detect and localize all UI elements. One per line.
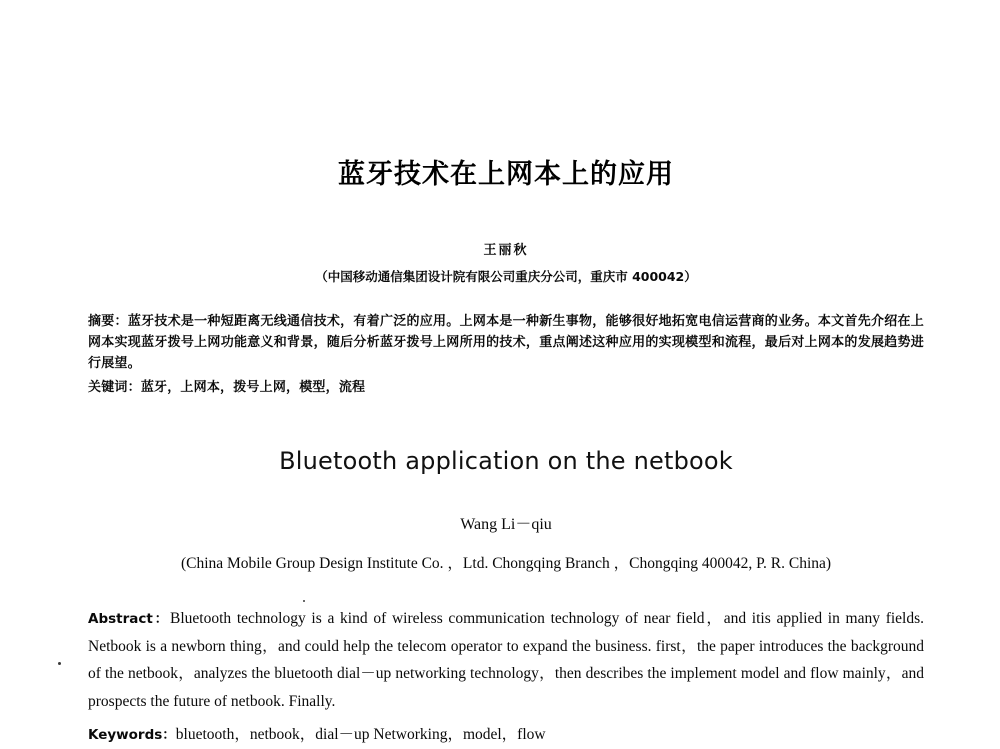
abstract-label-english: Abstract： <box>88 610 170 627</box>
keywords-english <box>88 722 924 748</box>
keywords-label-chinese: 关键词： <box>88 380 141 396</box>
affiliation-english: (China Mobile Group Design Institute Co. ，Ltd. Chongqing Branch ，Chongqing 400042, P. R. China) <box>180 554 832 572</box>
author-chinese: 王丽秋 <box>483 243 529 258</box>
keywords-label-english: Keywords： <box>88 727 176 744</box>
paper-content <box>88 0 924 749</box>
page-title-english: Bluetooth application on the netbook <box>279 446 733 475</box>
author-english: Wang Li－qiu <box>460 515 552 533</box>
abstract-chinese <box>88 311 924 374</box>
keywords-body-english: bluetooth，netbook，dial－up Networking，model，flow <box>175 726 546 744</box>
abstract-label-chinese: 摘要： <box>88 314 128 329</box>
page-title-chinese: 蓝牙技术在上网本上的应用 <box>338 159 674 190</box>
affiliation-chinese: （中国移动通信集团设计院有限公司重庆分公司，重庆市 400042） <box>315 269 697 284</box>
keywords-body-chinese: 蓝牙，上网本，拨号上网，模型，流程 <box>140 380 366 396</box>
keywords-chinese <box>88 378 924 399</box>
abstract-english <box>88 605 924 715</box>
scan-speckle <box>58 662 61 665</box>
abstract-body-english: Bluetooth technology is a kind of wireless communication technology of near field，and itis applied in many fields. Netbook is a newborn thing，and could help the telecom operator to expand the business. first，the paper introduces the background of the netbook，analyzes the bluetooth dial－up networking technology，then describes the implement model and flow mainly，and prospects the future of netbook. Finally. <box>88 609 924 710</box>
abstract-body-chinese: 蓝牙技术是一种短距离无线通信技术，有着广泛的应用。上网本是一种新生事物，能够很好地拓宽电信运营商的业务。本文首先介绍在上网本实现蓝牙拨号上网功能意义和背景，随后分析蓝牙拨号上网所用的技术，重点阐述这种应用的实现模型和流程，最后对上网本的发展趋势进行展望。 <box>88 314 924 372</box>
